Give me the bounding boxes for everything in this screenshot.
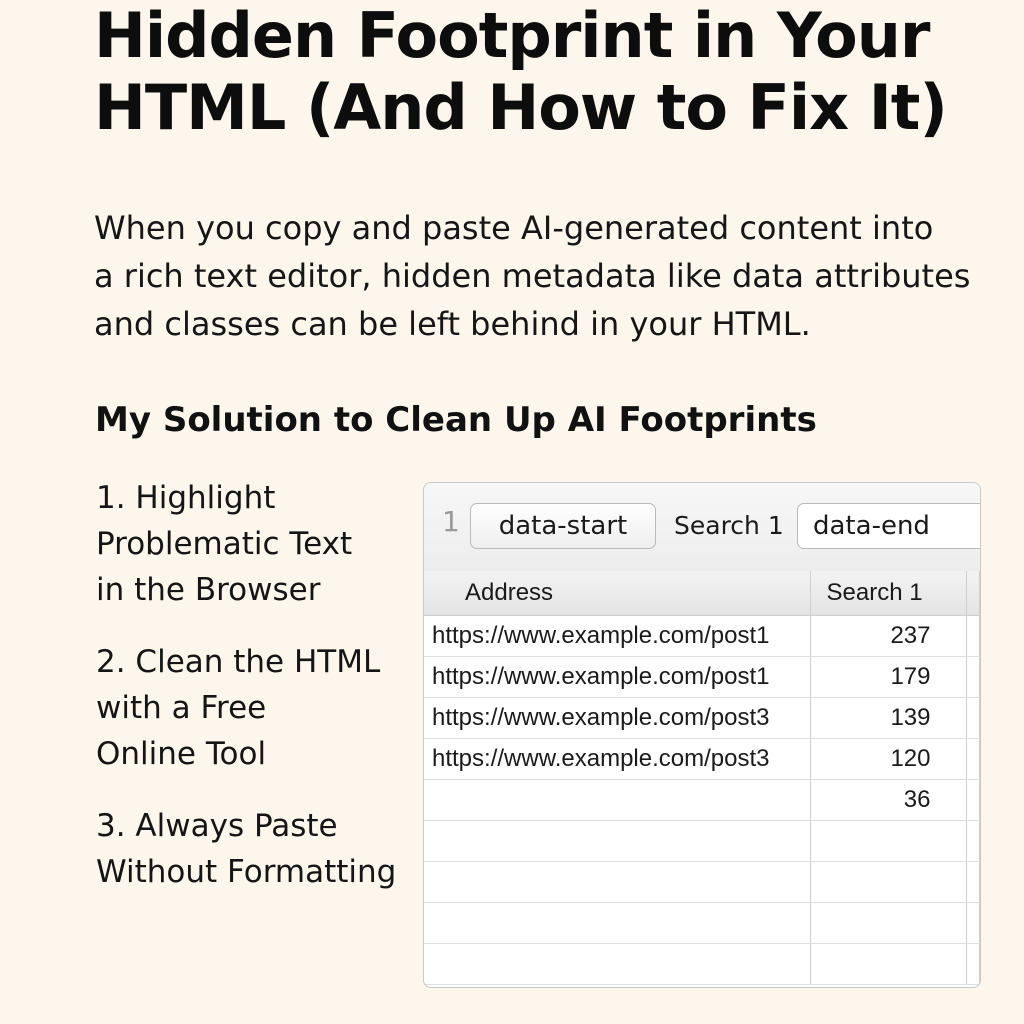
search-count-cell[interactable] bbox=[810, 821, 966, 862]
step-line: Online Tool bbox=[96, 736, 267, 772]
intro-line: a rich text editor, hidden metadata like data attributes bbox=[94, 257, 971, 295]
search-count-cell[interactable] bbox=[810, 862, 966, 903]
data-end-field[interactable]: data-end bbox=[797, 503, 981, 549]
step-line: Problematic Text bbox=[96, 526, 353, 562]
article-title bbox=[94, 0, 1024, 144]
search-count-cell[interactable] bbox=[810, 903, 966, 944]
step-line: Without Formatting bbox=[96, 854, 397, 890]
column-header-empty bbox=[966, 571, 980, 616]
empty-cell[interactable] bbox=[966, 657, 980, 698]
address-cell[interactable] bbox=[424, 903, 810, 944]
table-row[interactable] bbox=[424, 739, 980, 780]
search-count-cell[interactable]: 237 bbox=[810, 616, 966, 657]
search-count-cell[interactable]: 36 bbox=[810, 780, 966, 821]
table-row[interactable] bbox=[424, 944, 980, 985]
address-cell[interactable]: https://www.example.com/post3 bbox=[424, 739, 810, 780]
search-toolbar bbox=[424, 483, 980, 572]
address-cell[interactable] bbox=[424, 944, 810, 985]
title-line: HTML (And How to Fix It) bbox=[94, 71, 947, 144]
address-cell[interactable]: https://www.example.com/post3 bbox=[424, 698, 810, 739]
column-header-address[interactable]: Address bbox=[424, 571, 810, 616]
address-cell[interactable] bbox=[424, 780, 810, 821]
step-item bbox=[96, 475, 416, 613]
table-row[interactable] bbox=[424, 862, 980, 903]
empty-cell[interactable] bbox=[966, 739, 980, 780]
intro-line: When you copy and paste AI-generated content into bbox=[94, 209, 934, 247]
empty-cell[interactable] bbox=[966, 698, 980, 739]
search-number: 1 bbox=[442, 505, 460, 538]
search-count-cell[interactable]: 120 bbox=[810, 739, 966, 780]
empty-cell[interactable] bbox=[966, 780, 980, 821]
step-item bbox=[96, 803, 416, 895]
table-row[interactable] bbox=[424, 821, 980, 862]
empty-cell[interactable] bbox=[966, 821, 980, 862]
table-row[interactable] bbox=[424, 657, 980, 698]
address-cell[interactable] bbox=[424, 821, 810, 862]
step-line: 1. Highlight bbox=[96, 480, 276, 516]
table-header-row bbox=[424, 571, 980, 616]
search-count-cell[interactable] bbox=[810, 944, 966, 985]
column-header-search-1[interactable]: Search 1 bbox=[810, 571, 966, 616]
address-cell[interactable]: https://www.example.com/post1 bbox=[424, 616, 810, 657]
search-count-cell[interactable]: 139 bbox=[810, 698, 966, 739]
empty-cell[interactable] bbox=[966, 944, 980, 985]
spreadsheet-screenshot bbox=[423, 482, 981, 988]
empty-cell[interactable] bbox=[966, 862, 980, 903]
table-row[interactable] bbox=[424, 616, 980, 657]
results-table bbox=[424, 571, 980, 985]
title-line: Hidden Footprint in Your bbox=[94, 0, 930, 72]
search-label: Search 1 bbox=[674, 511, 784, 540]
steps-list bbox=[96, 475, 416, 921]
table-row[interactable] bbox=[424, 903, 980, 944]
intro-paragraph bbox=[94, 204, 994, 348]
search-count-cell[interactable]: 179 bbox=[810, 657, 966, 698]
empty-cell[interactable] bbox=[966, 903, 980, 944]
step-item bbox=[96, 639, 416, 777]
address-cell[interactable] bbox=[424, 862, 810, 903]
table-row[interactable] bbox=[424, 698, 980, 739]
data-start-button[interactable]: data-start bbox=[470, 503, 656, 549]
step-line: 3. Always Paste bbox=[96, 808, 338, 844]
step-line: in the Browser bbox=[96, 572, 321, 608]
address-cell[interactable]: https://www.example.com/post1 bbox=[424, 657, 810, 698]
step-line: 2. Clean the HTML bbox=[96, 644, 381, 680]
intro-line: and classes can be left behind in your HTML. bbox=[94, 305, 811, 343]
section-heading: My Solution to Clean Up AI Footprints bbox=[95, 400, 817, 440]
empty-cell[interactable] bbox=[966, 616, 980, 657]
step-line: with a Free bbox=[96, 690, 267, 726]
table-row[interactable] bbox=[424, 780, 980, 821]
